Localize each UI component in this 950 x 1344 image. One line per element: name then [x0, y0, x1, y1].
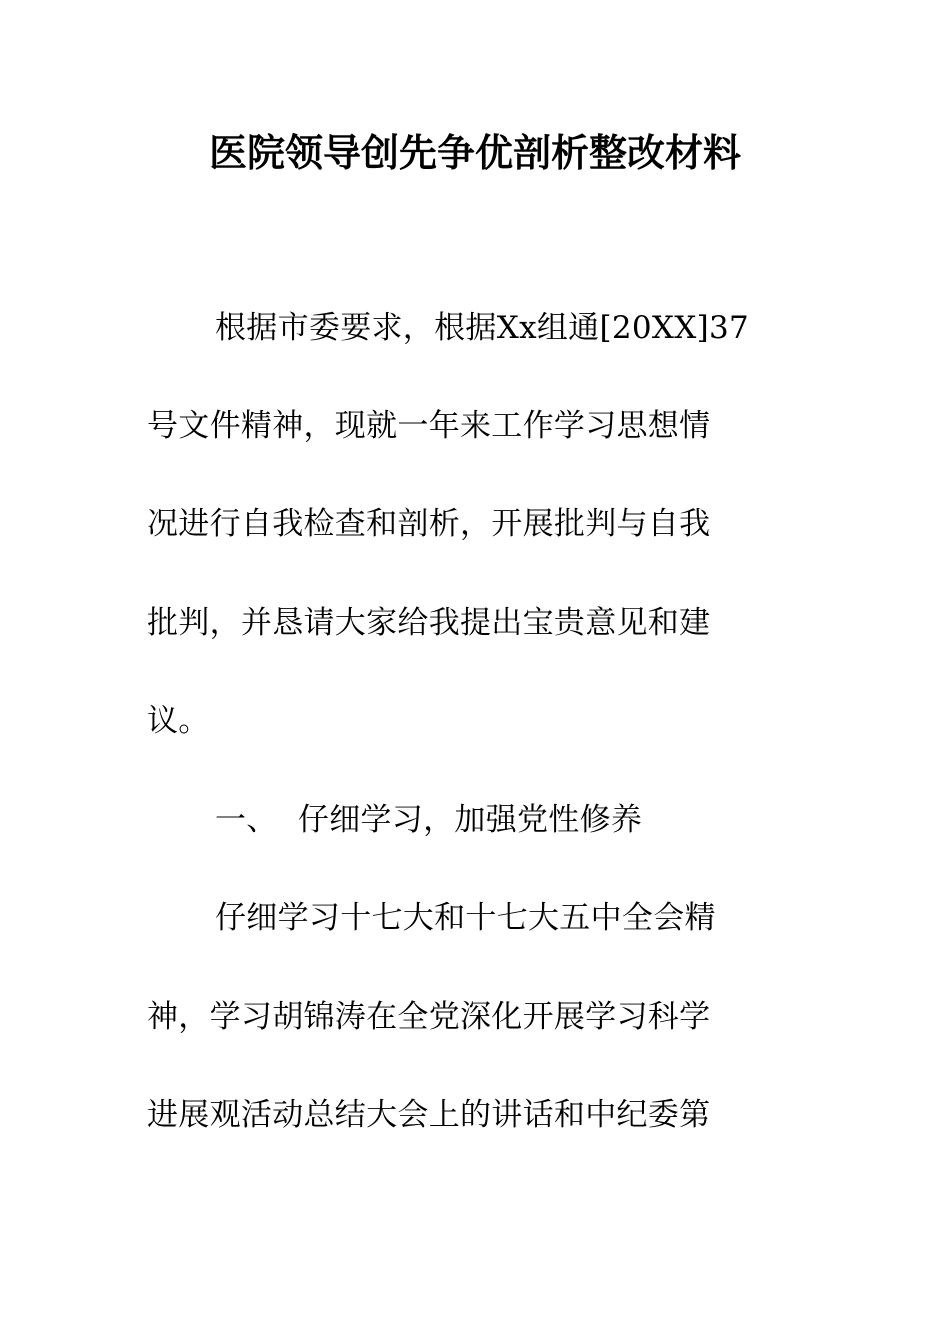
paragraph-line: 号文件精神，现就一年来工作学习思想情: [147, 408, 711, 444]
paragraph-line: 仔细学习十七大和十七大五中全会精: [215, 900, 716, 936]
section-heading: 一、 仔细学习，加强党性修养: [215, 802, 643, 838]
paragraph-line: 进展观活动总结大会上的讲话和中纪委第: [147, 1097, 711, 1133]
paragraph-line: 议。: [147, 703, 210, 739]
paragraph-line: 根据市委要求，根据Xx组通[20XX]37: [215, 310, 750, 346]
document-title: 医院领导创先争优剖析整改材料: [208, 130, 741, 175]
paragraph-line: 批判，并恳请大家给我提出宝贵意见和建: [147, 605, 711, 641]
paragraph-line: 神，学习胡锦涛在全党深化开展学习科学: [147, 999, 711, 1035]
paragraph-line: 况进行自我检查和剖析，开展批判与自我: [147, 506, 711, 542]
